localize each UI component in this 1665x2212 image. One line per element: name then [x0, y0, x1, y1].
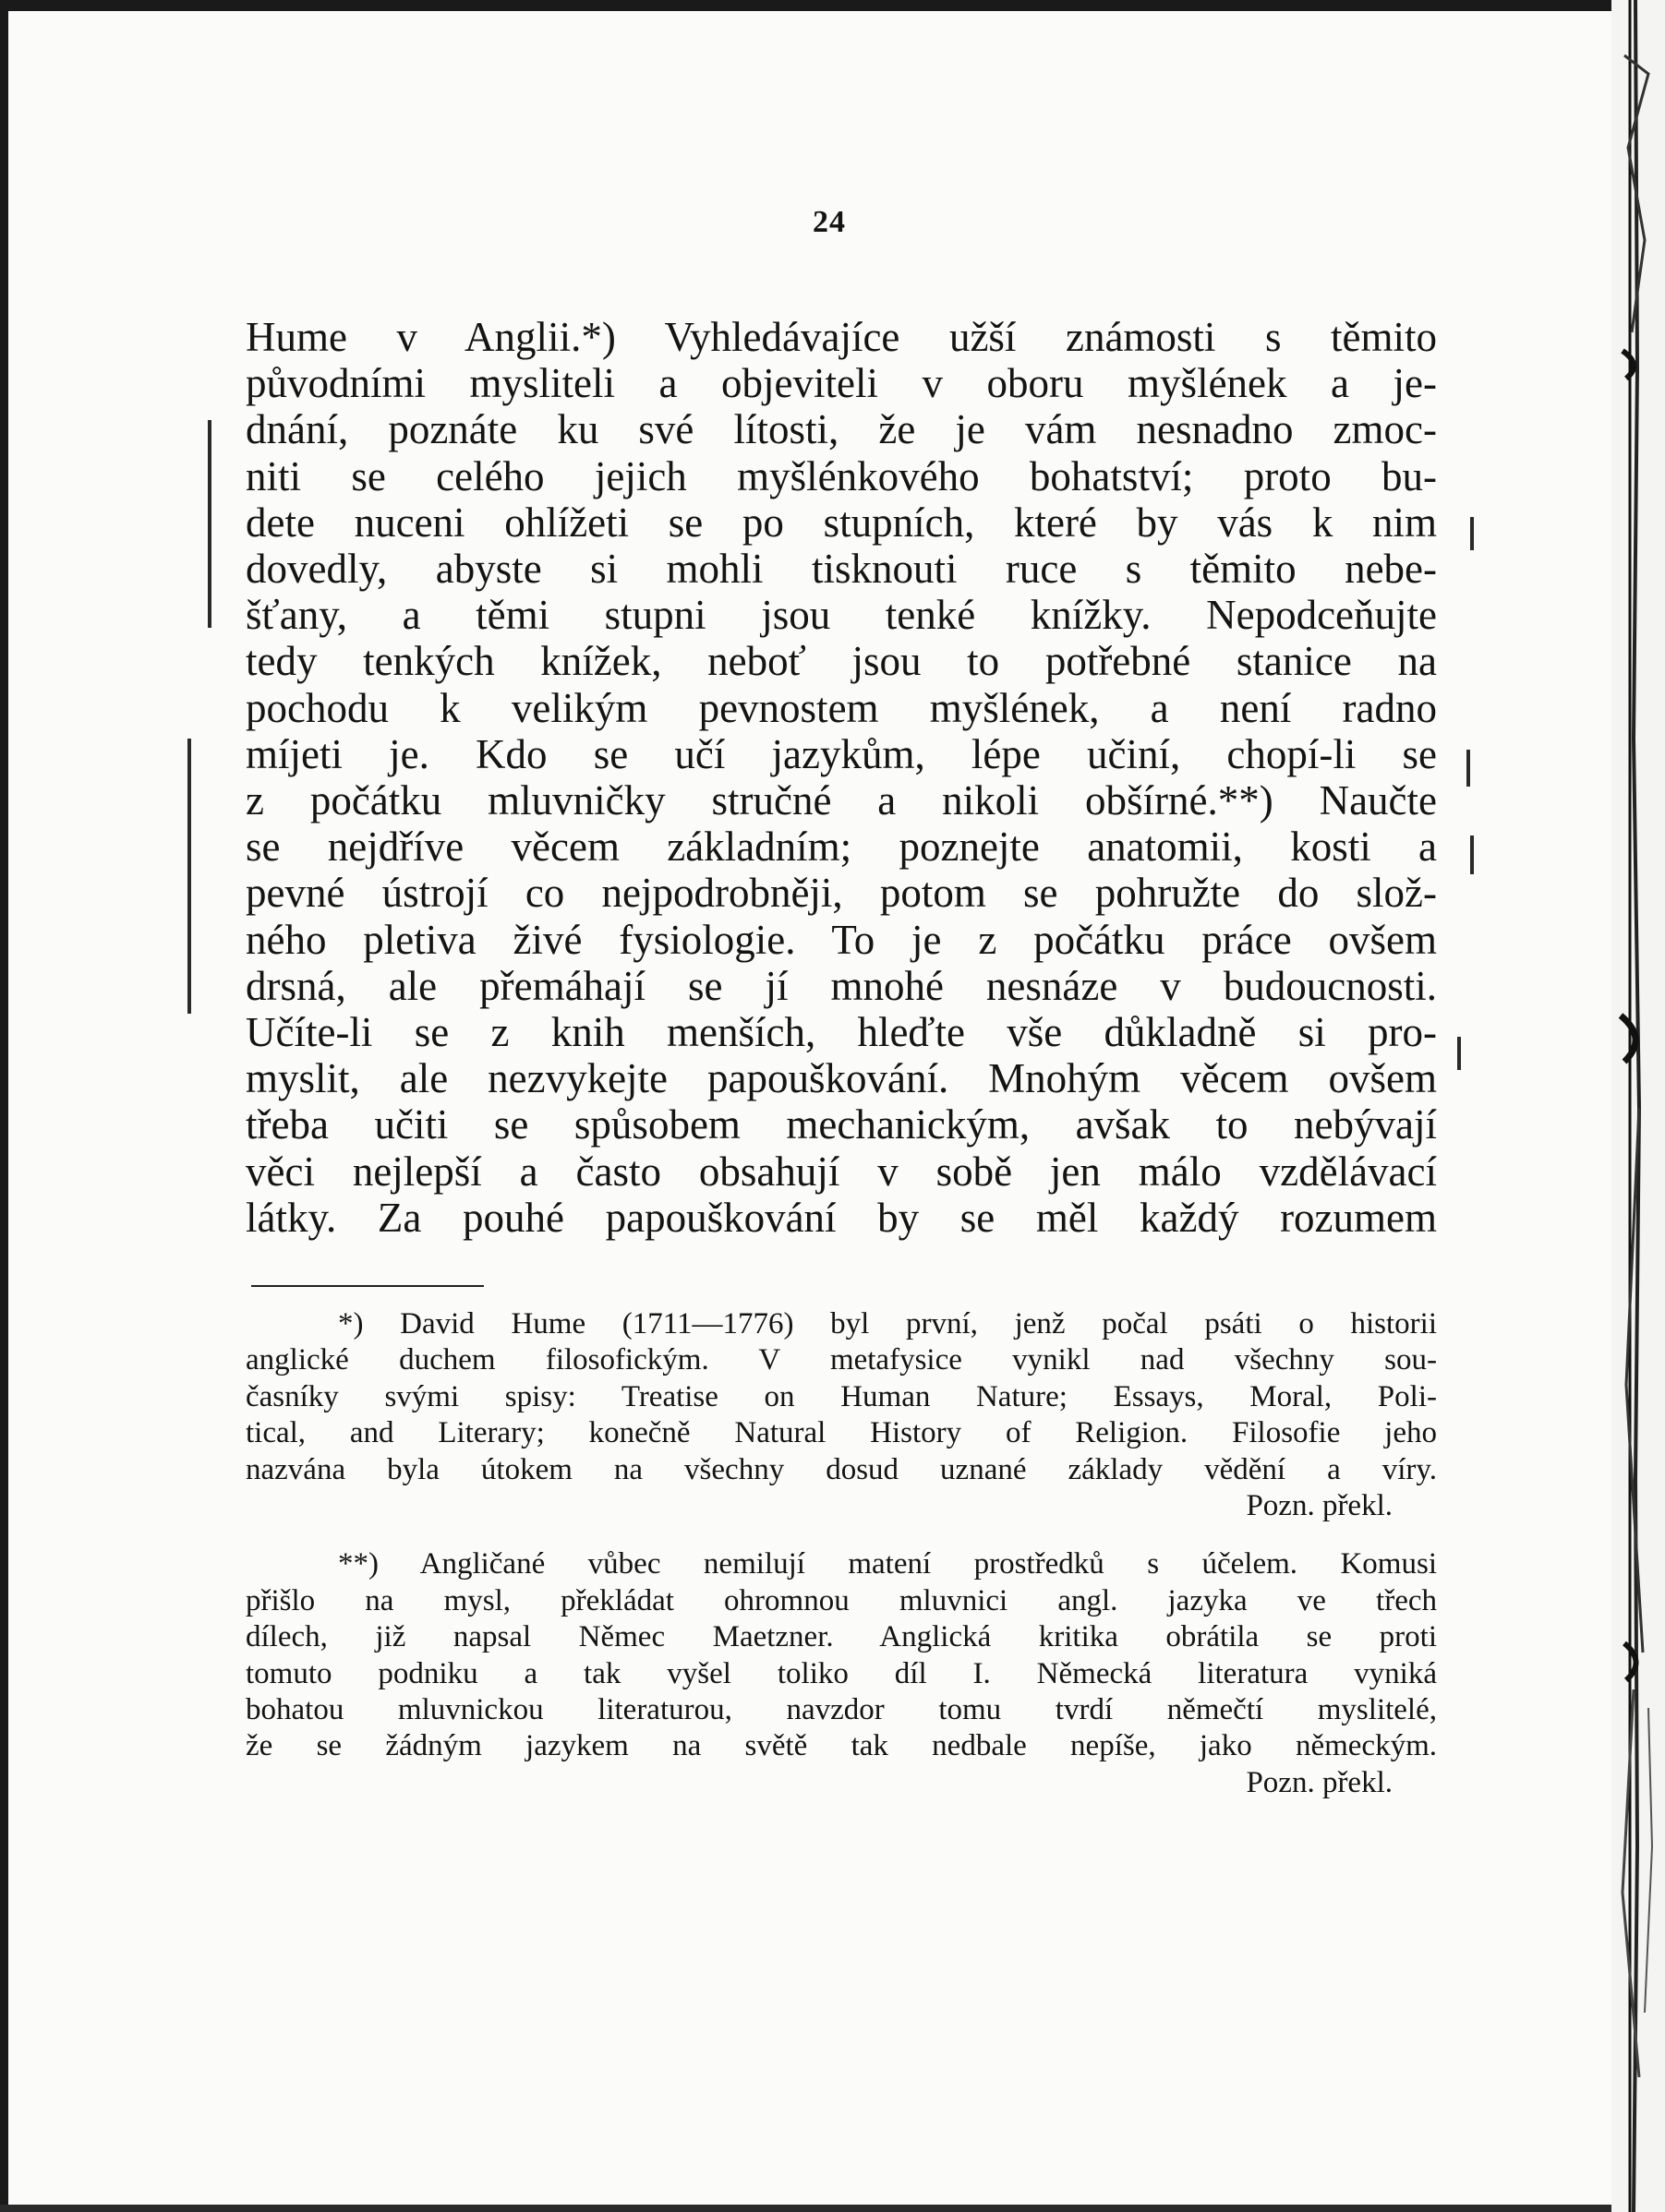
margin-mark-left-1: [208, 420, 211, 628]
text-line: dovedly, abyste si mohli tisknouti ruce s těmito nebe-: [246, 546, 1437, 593]
scan-border-top: [0, 0, 1665, 11]
text-line: původními mysliteli a objeviteli v oboru myšlének a je-: [246, 360, 1437, 407]
footnote-rule: [251, 1285, 484, 1287]
footnote-signature: Pozn. překl.: [1246, 1765, 1393, 1799]
text-line: myslit, ale nezvykejte papouškování. Mnohým věcem ovšem: [246, 1055, 1437, 1102]
footnote-1: [246, 1306, 1437, 1524]
text-line: pevné ústrojí co nejpodrobněji, potom se pohružte do slož-: [246, 870, 1437, 917]
margin-mark-right-1: [1470, 517, 1474, 550]
text-line: třeba učiti se spůsobem mechanickým, avšak to nebývají: [246, 1101, 1437, 1148]
text-line: dete nuceni ohlížeti se po stupních, které by vás k nim: [246, 499, 1437, 546]
footnote-signature: Pozn. překl.: [1246, 1489, 1393, 1523]
footnote-spacer: [246, 1524, 1437, 1546]
margin-mark-right-3: [1470, 836, 1474, 874]
text-line: míjeti je. Kdo se učí jazykům, lépe učiní, chopí-li se: [246, 730, 1437, 777]
footnote-line: *) David Hume (1711—1776) byl první, jenž počal psáti o historii: [338, 1307, 1437, 1340]
footnote-line: časníky svými spisy: Treatise on Human Nature; Essays, Moral, Poli-: [246, 1379, 1437, 1413]
margin-mark-right-2: [1466, 750, 1470, 787]
text-line: věci nejlepší a často obsahují v sobě jen málo vzdělávací: [246, 1148, 1437, 1195]
binding-edge: [1611, 0, 1665, 2212]
footnote-line: nazvána byla útokem na všechny dosud uznané základy vědění a víry.: [246, 1452, 1437, 1486]
text-line: Učíte-li se z knih menších, hleďte vše důkladně si pro-: [246, 1009, 1437, 1056]
footnote-line: dílech, již napsal Němec Maetzner. Anglická kritika obrátila se proti: [246, 1620, 1437, 1654]
margin-mark-right-4: [1457, 1037, 1461, 1070]
footnote-line: přišlo na mysl, překládat ohromnou mluvnici angl. jazyka ve třech: [246, 1583, 1437, 1617]
text-line: šťany, a těmi stupni jsou tenké knížky. Nepodceňujte: [246, 592, 1437, 639]
text-line: drsná, ale přemáhají se jí mnohé nesnáze v budoucnosti.: [246, 962, 1437, 1009]
footnote-line: že se žádným jazykem na světě tak nedbale nepíše, jako německým.: [246, 1729, 1437, 1763]
scan-border-left: [0, 0, 8, 2212]
footnote-line: tical, and Literary; konečně Natural History of Religion. Filosofie jeho: [246, 1416, 1437, 1450]
text-line: se nejdříve věcem základním; poznejte anatomii, kosti a: [246, 823, 1437, 871]
scan-border-bottom: [0, 2205, 1665, 2212]
footnote-line: bohatou mluvnickou literaturou, navzdor tomu tvrdí němečtí myslitelé,: [246, 1693, 1437, 1727]
text-line: z počátku mluvničky stručné a nikoli obšírné.**) Naučte: [246, 777, 1437, 824]
footnote-line: tomuto podniku a tak vyšel toliko díl I. Německá literatura vyniká: [246, 1656, 1437, 1690]
text-line: niti se celého jejich myšlénkového bohatství; proto bu-: [246, 452, 1437, 499]
footnote-2: [246, 1546, 1437, 1801]
text-line: dnání, poznáte ku své lítosti, že je vám nesnadno zmoc-: [246, 406, 1437, 453]
text-line: Hume v Anglii.*) Vyhledávajíce užší známosti s těmito: [246, 314, 1437, 360]
text-line: látky. Za pouhé papouškování by se měl každý rozumem: [246, 1194, 1437, 1241]
page-number: 24: [813, 205, 846, 239]
footnotes: [246, 1306, 1437, 1801]
text-line: pochodu k velikým pevnostem myšlének, a není radno: [246, 684, 1437, 731]
text-line: ného pletiva živé fysiologie. To je z počátku práce ovšem: [246, 916, 1437, 963]
text-line: tedy tenkých knížek, neboť jsou to potřebné stanice na: [246, 638, 1437, 685]
footnote-line: **) Angličané vůbec nemilují matení prostředků s účelem. Komusi: [338, 1547, 1437, 1581]
footnote-line: anglické duchem filosofickým. V metafysice vynikl nad všechny sou-: [246, 1343, 1437, 1377]
margin-mark-left-2: [187, 739, 191, 1014]
body-text: [246, 314, 1437, 1241]
